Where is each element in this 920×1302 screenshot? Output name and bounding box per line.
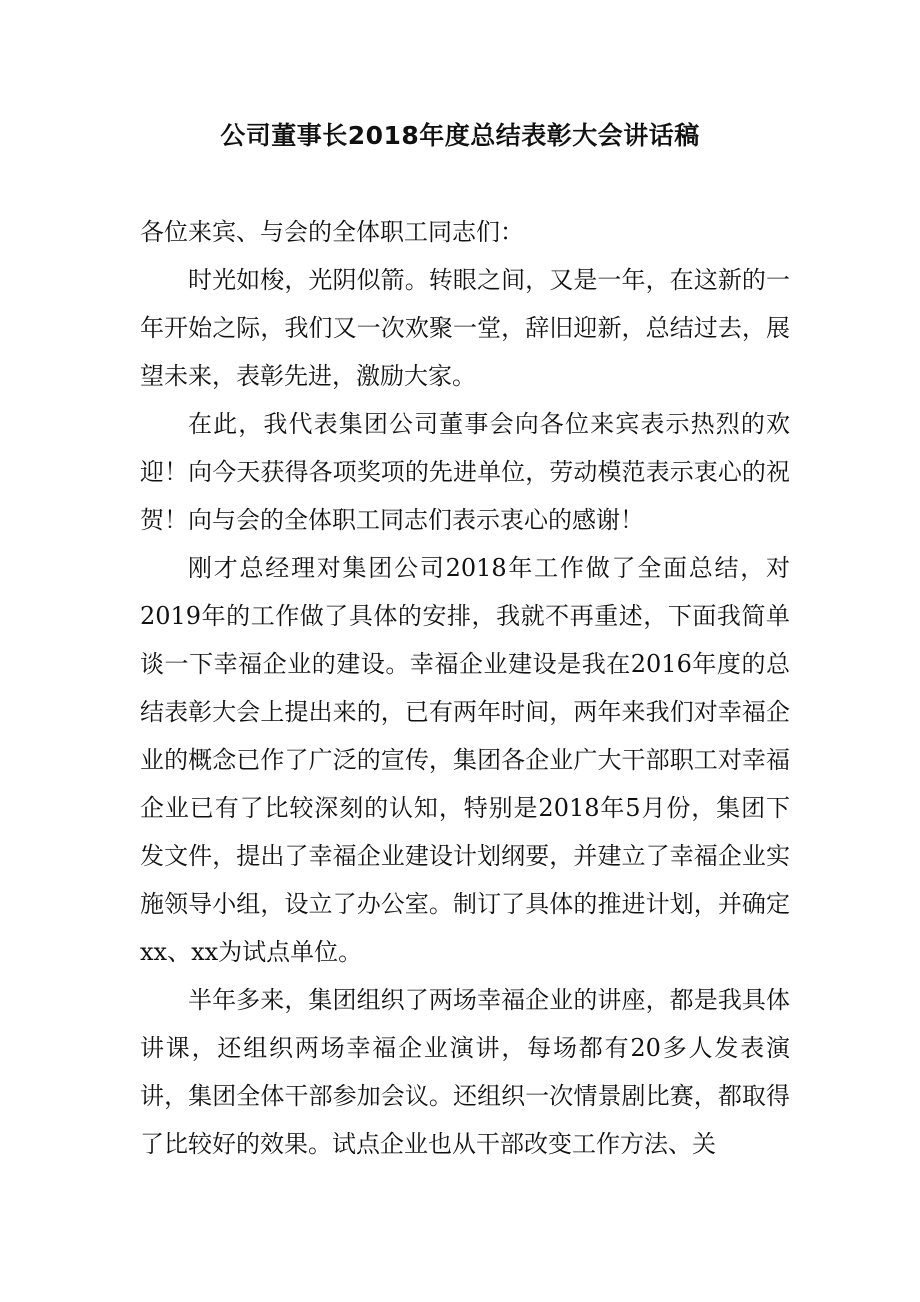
salutation: 各位来宾、与会的全体职工同志们： [140,218,524,246]
document-body [140,208,790,1168]
paragraph-4: 半年多来，集团组织了两场幸福企业的讲座，都是我具体讲课，还组织两场幸福企业演讲，每场都有20多人发表演讲，集团全体干部参加会议。还组织一次情景剧比赛，都取得了比较好的效果。试点企业也从干部改变工作方法、关 [140,986,790,1158]
paragraph-1: 时光如梭，光阴似箭。转眼之间，又是一年，在这新的一年开始之际，我们又一次欢聚一堂，辞旧迎新，总结过去，展望未来，表彰先进，激励大家。 [140,266,790,390]
paragraph-3: 刚才总经理对集团公司2018年工作做了全面总结，对2019年的工作做了具体的安排，我就不再重述，下面我简单谈一下幸福企业的建设。幸福企业建设是我在2016年度的总结表彰大会上提出来的，已有两年时间，两年来我们对幸福企业的概念已作了广泛的宣传，集团各企业广大干部职工对幸福企业已有了比较深刻的认知，特别是2018年5月份，集团下发文件，提出了幸福企业建设计划纲要，并建立了幸福企业实施领导小组，设立了办公室。制订了具体的推进计划，并确定xx、xx为试点单位。 [140,554,790,966]
paragraph-2: 在此，我代表集团公司董事会向各位来宾表示热烈的欢迎！向今天获得各项奖项的先进单位，劳动模范表示衷心的祝贺！向与会的全体职工同志们表示衷心的感谢！ [140,410,790,534]
document-title: 公司董事长2018年度总结表彰大会讲话稿 [220,121,700,150]
